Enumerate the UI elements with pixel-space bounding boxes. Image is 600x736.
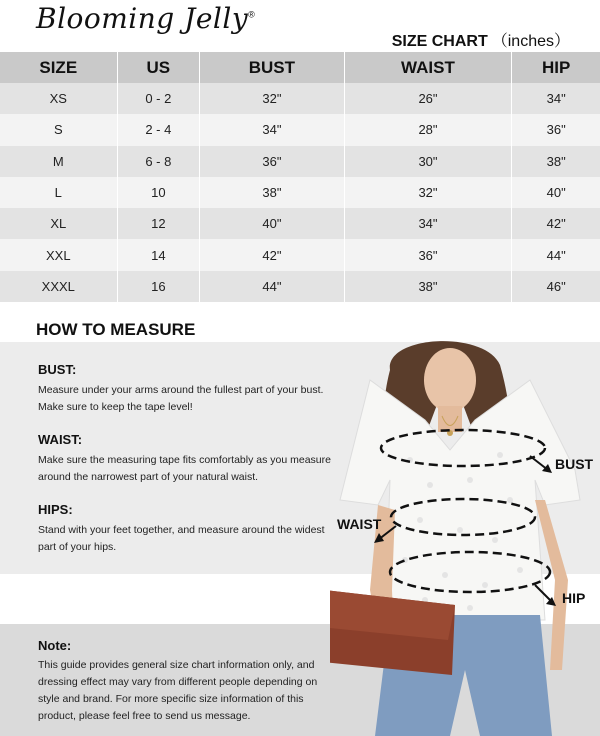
- size-table: [0, 52, 600, 302]
- table-cell-bust: 42": [200, 239, 345, 270]
- table-cell-size: L: [0, 177, 117, 208]
- waist-instructions: [38, 432, 338, 486]
- brand-name: Blooming Jelly: [36, 2, 249, 35]
- table-cell-hip: 40": [512, 177, 600, 208]
- table-cell-size: XXL: [0, 239, 117, 270]
- table-cell-bust: 32": [200, 83, 345, 114]
- chart-unit: （inches）: [491, 33, 570, 50]
- header-waist: WAIST: [344, 52, 512, 83]
- how-to-measure-title: HOW TO MEASURE: [36, 320, 196, 339]
- size-chart-title: [392, 28, 570, 51]
- table-cell-waist: 26": [344, 83, 512, 114]
- hips-text: Stand with your feet together, and measure around the widest part of your hips.: [38, 524, 325, 553]
- table-cell-bust: 36": [200, 146, 345, 177]
- table-cell-size: XL: [0, 208, 117, 239]
- table-cell-us: 10: [117, 177, 200, 208]
- table-cell-us: 2 - 4: [117, 114, 200, 145]
- table-header-row: [0, 52, 600, 83]
- bust-heading: BUST:: [38, 362, 77, 377]
- waist-text: Make sure the measuring tape fits comfortably as you measure around the narrowest part of your natural waist.: [38, 454, 331, 483]
- table-cell-us: 6 - 8: [117, 146, 200, 177]
- header-size: SIZE: [0, 52, 117, 83]
- table-cell-waist: 32": [344, 177, 512, 208]
- note-text: This guide provides general size chart information only, and dressing effect may vary from different people depending on style and brand. For more specific size information of this product, please feel free to send us message.: [38, 659, 318, 722]
- model-neck: [438, 406, 462, 432]
- note-heading: Note:: [38, 638, 72, 653]
- table-cell-hip: 42": [512, 208, 600, 239]
- table-cell-size: XXXL: [0, 271, 117, 302]
- table-cell-waist: 34": [344, 208, 512, 239]
- table-row: [0, 208, 600, 239]
- chart-title-text: SIZE CHART: [391, 33, 488, 50]
- table-cell-hip: 36": [512, 114, 600, 145]
- table-row: [0, 177, 600, 208]
- table-cell-us: 0 - 2: [117, 83, 200, 114]
- bust-instructions: [38, 362, 338, 416]
- hips-heading: HIPS:: [38, 502, 73, 517]
- brand-registered-mark: ®: [248, 9, 256, 20]
- table-cell-us: 16: [117, 271, 200, 302]
- model-face: [424, 348, 476, 412]
- table-cell-hip: 46": [512, 271, 600, 302]
- table-cell-bust: 44": [200, 271, 345, 302]
- table-cell-size: XS: [0, 83, 117, 114]
- bust-callout: BUST: [555, 456, 594, 472]
- table-body: [0, 83, 600, 302]
- note-section: [38, 638, 328, 725]
- table-cell-waist: 36": [344, 239, 512, 270]
- table-cell-size: S: [0, 114, 117, 145]
- hips-instructions: [38, 502, 338, 556]
- table-cell-hip: 34": [512, 83, 600, 114]
- hip-callout: HIP: [562, 590, 586, 606]
- waist-heading: WAIST:: [38, 432, 83, 447]
- table-row: [0, 239, 600, 270]
- table-cell-hip: 44": [512, 239, 600, 270]
- model-illustration: [330, 340, 600, 736]
- table-cell-bust: 38": [200, 177, 345, 208]
- table-cell-us: 12: [117, 208, 200, 239]
- bust-text: Measure under your arms around the fullest part of your bust. Make sure to keep the tape level!: [38, 384, 324, 413]
- table-cell-bust: 34": [200, 114, 345, 145]
- waist-callout: WAIST: [337, 516, 382, 532]
- table-cell-waist: 38": [344, 271, 512, 302]
- header-hip: HIP: [512, 52, 600, 83]
- brand-logo: [36, 2, 255, 35]
- header-bust: BUST: [200, 52, 345, 83]
- table-cell-size: M: [0, 146, 117, 177]
- table-row: [0, 146, 600, 177]
- table-row: [0, 271, 600, 302]
- table-cell-waist: 30": [344, 146, 512, 177]
- table-row: [0, 83, 600, 114]
- table-row: [0, 114, 600, 145]
- header-us: US: [117, 52, 200, 83]
- table-cell-bust: 40": [200, 208, 345, 239]
- table-cell-hip: 38": [512, 146, 600, 177]
- table-cell-us: 14: [117, 239, 200, 270]
- table-cell-waist: 28": [344, 114, 512, 145]
